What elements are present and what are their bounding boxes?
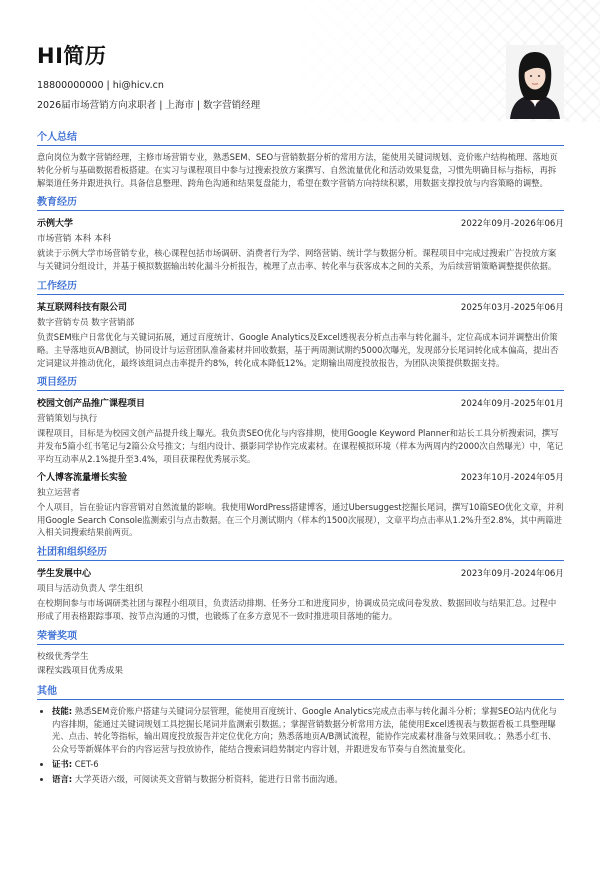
entry-org: 校园文创产品推广课程项目 (37, 399, 146, 410)
item-text: 大学英语六级，可阅读英文营销与数据分析资料，能进行日常书面沟通。 (72, 773, 343, 784)
entry-role: 市场营销 本科 本科 (37, 234, 112, 245)
honors-section (37, 627, 564, 678)
entry-org: 个人博客流量增长实验 (37, 472, 128, 483)
entry-date: 2022年09月-2026年06月 (460, 219, 564, 230)
job-intent: 2026届市场营销方向求职者 | 上海市 | 数字营销经理 (37, 100, 261, 111)
entry-date: 2023年09月-2024年06月 (460, 569, 564, 580)
honor-item: 校级优秀学生 (37, 651, 89, 662)
candidate-name: HI简历 (37, 44, 107, 68)
entry-role: 数字营销专员 数字营销部 (37, 317, 135, 328)
projects-title: 项目经历 (37, 373, 564, 391)
project-entry (37, 470, 564, 539)
list-item (52, 758, 564, 771)
clubs-section (37, 543, 564, 623)
entry-description: 课程项目，目标是为校园文创产品提升线上曝光。我负责SEO优化与内容排期，使用Google Keyword Planner和站长工具分析搜索词，撰写并发布5篇小红书笔记与2篇公众号推文；与组内设计、摄影同学协作完成素材。在课程模拟环境（样本为两周内约2000次自然曝光）中，笔记平均互动率从2.1%提升至3.4%，项目获课程优秀展示奖。 (37, 428, 564, 464)
others-list (37, 705, 564, 786)
item-label: 证书: (52, 758, 73, 769)
list-item (52, 773, 564, 786)
contact-info: 18800000000 | hi@hicv.cn (37, 80, 164, 91)
person-photo-icon (506, 45, 564, 119)
honors-title: 荣誉奖项 (37, 627, 564, 645)
clubs-title: 社团和组织经历 (37, 543, 564, 561)
entry-role: 项目与活动负责人 学生组织 (37, 584, 143, 595)
education-section (37, 193, 564, 273)
item-label: 语言: (52, 773, 73, 784)
summary-title: 个人总结 (37, 128, 564, 146)
others-section (37, 682, 564, 786)
project-entry (37, 396, 564, 465)
education-title: 教育经历 (37, 193, 564, 211)
summary-section (37, 128, 564, 189)
item-text: 熟悉SEM竞价账户搭建与关键词分层管理，能使用百度统计、Google Analytics完成点击率与转化漏斗分析；掌握SEO站内优化与内容排期，能通过关键词规划工具挖掘长尾词并监测索引数据。；掌握营销数据分析常用方法，能使用Excel透视表与数据看板工具整理曝光、点击、转化等指标，输出周度投放报告并定位优化方向；熟悉落地页A/B测试流程，能协作完成素材准备与效果回收。；熟悉小红书、公众号等新媒体平台的内容运营与投放协作，能结合搜索词趋势制定内容计划，并跟进发布节奏与自然流量变化。 (52, 705, 557, 755)
summary-text: 意向岗位为数字营销经理，主修市场营销专业，熟悉SEM、SEO与营销数据分析的常用方法，能使用关键词规划、竞价账户结构梳理、落地页转化分析与基础数据看板搭建。在实习与课程项目中参与过搜索投放方案撰写、自然流量优化和活动效果复盘，习惯先明确目标与指标，再拆解渠道任务并跟进执行。具备信息整理、跨角色沟通和结果复盘能力，希望在数字营销方向持续积累，用数据支撑投放与内容策略的调整。 (37, 152, 558, 188)
entry-description: 个人项目，旨在验证内容营销对自然流量的影响。我使用WordPress搭建博客，通过Ubersuggest挖掘长尾词，撰写10篇SEO优化文章，并利用Google Search Console监测索引与点击数据。在三个月测试期内（样本约1500次展现），文章平均点击率从1.2%升至2.8%，其中两篇进入相关词搜索结果前两页。 (37, 501, 564, 538)
avatar (506, 45, 564, 119)
entry-org: 某互联网科技有限公司 (37, 302, 128, 313)
entry-description: 在校期间参与市场调研类社团与课程小组项目，负责活动排期、任务分工和进度同步，协调成员完成问卷发放、数据回收与结果汇总。过程中形成了用表格跟踪事项、按节点沟通的习惯，也锻炼了在多方意见不一致时推进项目落地的能力。 (37, 598, 557, 621)
resume-content (37, 124, 564, 788)
projects-section (37, 373, 564, 539)
club-entry (37, 566, 564, 623)
work-section (37, 277, 564, 369)
others-title: 其他 (37, 682, 564, 700)
entry-org: 示例大学 (37, 219, 74, 230)
entry-description: 就读于示例大学市场营销专业，核心课程包括市场调研、消费者行为学、网络营销、统计学与数据分析。课程项目中完成过搜索广告投放方案与关键词分组设计，并基于模拟数据输出转化漏斗分析报告，梳理了点击率、转化率与获客成本之间的关系，为后续营销策略调整提供依据。 (37, 248, 557, 272)
entry-org: 学生发展中心 (37, 569, 92, 580)
item-label: 技能: (52, 705, 73, 716)
work-entry (37, 300, 564, 369)
entry-role: 营销策划与执行 (37, 414, 98, 425)
entry-date: 2025年03月-2025年06月 (460, 302, 564, 313)
entry-date: 2024年09月-2025年01月 (460, 399, 564, 410)
entry-description: 负责SEM账户日常优化与关键词拓展，通过百度统计、Google Analytics及Excel透视表分析点击率与转化漏斗，定位高成本词并调整出价策略。主导落地页A/B测试，协同设计与运营团队准备素材并回收数据，基于两周测试期约5000次曝光，发现部分长尾词转化成本偏高，提出否定词建议并推动优化，最终该组词点击率提升约8%，转化成本降低12%。定期输出周度投放报告，为团队决策提供数据支持。 (37, 331, 559, 368)
work-title: 工作经历 (37, 277, 564, 295)
education-entry (37, 216, 564, 273)
resume-header (37, 40, 557, 111)
entry-role: 独立运营者 (37, 487, 80, 498)
honor-item: 课程实践项目优秀成果 (37, 665, 123, 676)
item-text: CET-6 (72, 758, 99, 769)
list-item (52, 705, 564, 756)
entry-date: 2023年10月-2024年05月 (460, 472, 564, 483)
